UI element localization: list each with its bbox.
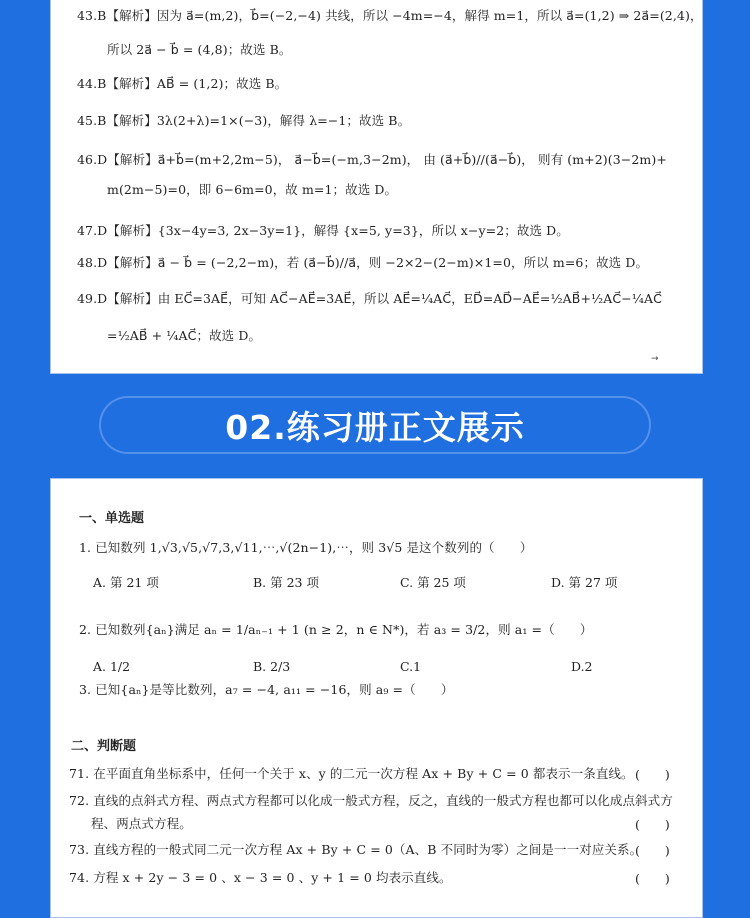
q2-option-a: A. 1/2: [93, 659, 131, 674]
answer-line: 所以 2a⃗ − b⃗ = (4,8)；故选 B。: [107, 42, 292, 57]
answer-line: 44.B【解析】AB⃗ = (1,2)；故选 B。: [77, 76, 288, 91]
answer-blank: ( ): [635, 871, 670, 886]
judge-item-71: 71. 在平面直角坐标系中，任何一个关于 x、y 的二元一次方程 Ax + By + C = 0 都表示一条直线。: [69, 766, 634, 781]
judge-item-74: 74. 方程 x + 2y − 3 = 0 、x − 3 = 0 、y + 1 = 0 均表示直线。: [69, 870, 452, 885]
answer-line: 43.B【解析】因为 a⃗=(m,2)，b⃗=(−2,−4) 共线，所以 −4m=−4，解得 m=1，所以 a⃗=(1,2) ⇒ 2a⃗=(2,4)，: [77, 8, 703, 23]
q1-option-a: A. 第 21 项: [93, 575, 159, 590]
answer-line: 45.B【解析】3λ(2+λ)=1×(−3)，解得 λ=−1；故选 B。: [77, 113, 411, 128]
q2-option-c: C.1: [400, 659, 422, 674]
q1-option-c: C. 第 25 项: [400, 575, 466, 590]
answer-line: =½AB⃗ + ¼AC⃗；故选 D。: [107, 328, 262, 343]
end-mark: →: [651, 354, 659, 364]
answer-blank: ( ): [635, 817, 670, 832]
q1-option-d: D. 第 27 项: [551, 575, 618, 590]
section-title-single-choice: 一、单选题: [79, 511, 145, 526]
answer-line: 46.D【解析】a⃗+b⃗=(m+2,2m−5)， a⃗−b⃗=(−m,3−2m)， 由 (a⃗+b⃗)//(a⃗−b⃗)， 则有 (m+2)(3−2m)+: [77, 152, 667, 167]
answer-blank: ( ): [635, 767, 670, 782]
question-3-stem: 3. 已知{aₙ}是等比数列，a₇ = −4, a₁₁ = −16，则 a₉ =（ ）: [79, 682, 454, 697]
question-2-stem: 2. 已知数列{aₙ}满足 aₙ = 1/aₙ₋₁ + 1 (n ≥ 2，n ∈ N*)，若 a₃ = 3/2，则 a₁ =（ ）: [79, 622, 593, 637]
answer-line: 48.D【解析】a⃗ − b⃗ = (−2,2−m)，若 (a⃗−b⃗)//a⃗，则 −2×2−(2−m)×1=0，所以 m=6；故选 D。: [77, 255, 649, 270]
q1-option-b: B. 第 23 项: [253, 575, 319, 590]
answer-line: 49.D【解析】由 EC⃗=3AE⃗，可知 AC⃗−AE⃗=3AE⃗，所以 AE⃗=¼AC⃗，ED⃗=AD⃗−AE⃗=½AB⃗+½AC⃗−¼AC⃗: [77, 291, 662, 306]
judge-item-73: 73. 直线方程的一般式同二元一次方程 Ax + By + C = 0（A、B 不同时为零）之间是一一对应关系。: [69, 842, 643, 857]
answers-panel: [50, 0, 703, 374]
answer-blank: ( ): [635, 843, 670, 858]
judge-item-72: 72. 直线的点斜式方程、两点式方程都可以化成一般式方程，反之，直线的一般式方程也都可以化成点斜式方: [69, 793, 673, 808]
answer-line: m(2m−5)=0，即 6−6m=0，故 m=1；故选 D。: [107, 182, 398, 197]
judge-item-72-cont: 程、两点式方程。: [91, 816, 192, 831]
answer-line: 47.D【解析】{3x−4y=3, 2x−3y=1}，解得 {x=5, y=3}，所以 x−y=2；故选 D。: [77, 223, 569, 238]
q2-option-d: D.2: [571, 659, 593, 674]
question-1-stem: 1. 已知数列 1,√3,√5,√7,3,√11,⋯,√(2n−1),⋯，则 3√5 是这个数列的（ ）: [79, 540, 533, 555]
section-banner: [99, 396, 651, 454]
banner-title: 02.练习册正文展示: [225, 407, 525, 447]
q2-option-b: B. 2/3: [253, 659, 291, 674]
exercise-panel: [50, 478, 703, 918]
section-title-judgement: 二、判断题: [71, 739, 137, 754]
